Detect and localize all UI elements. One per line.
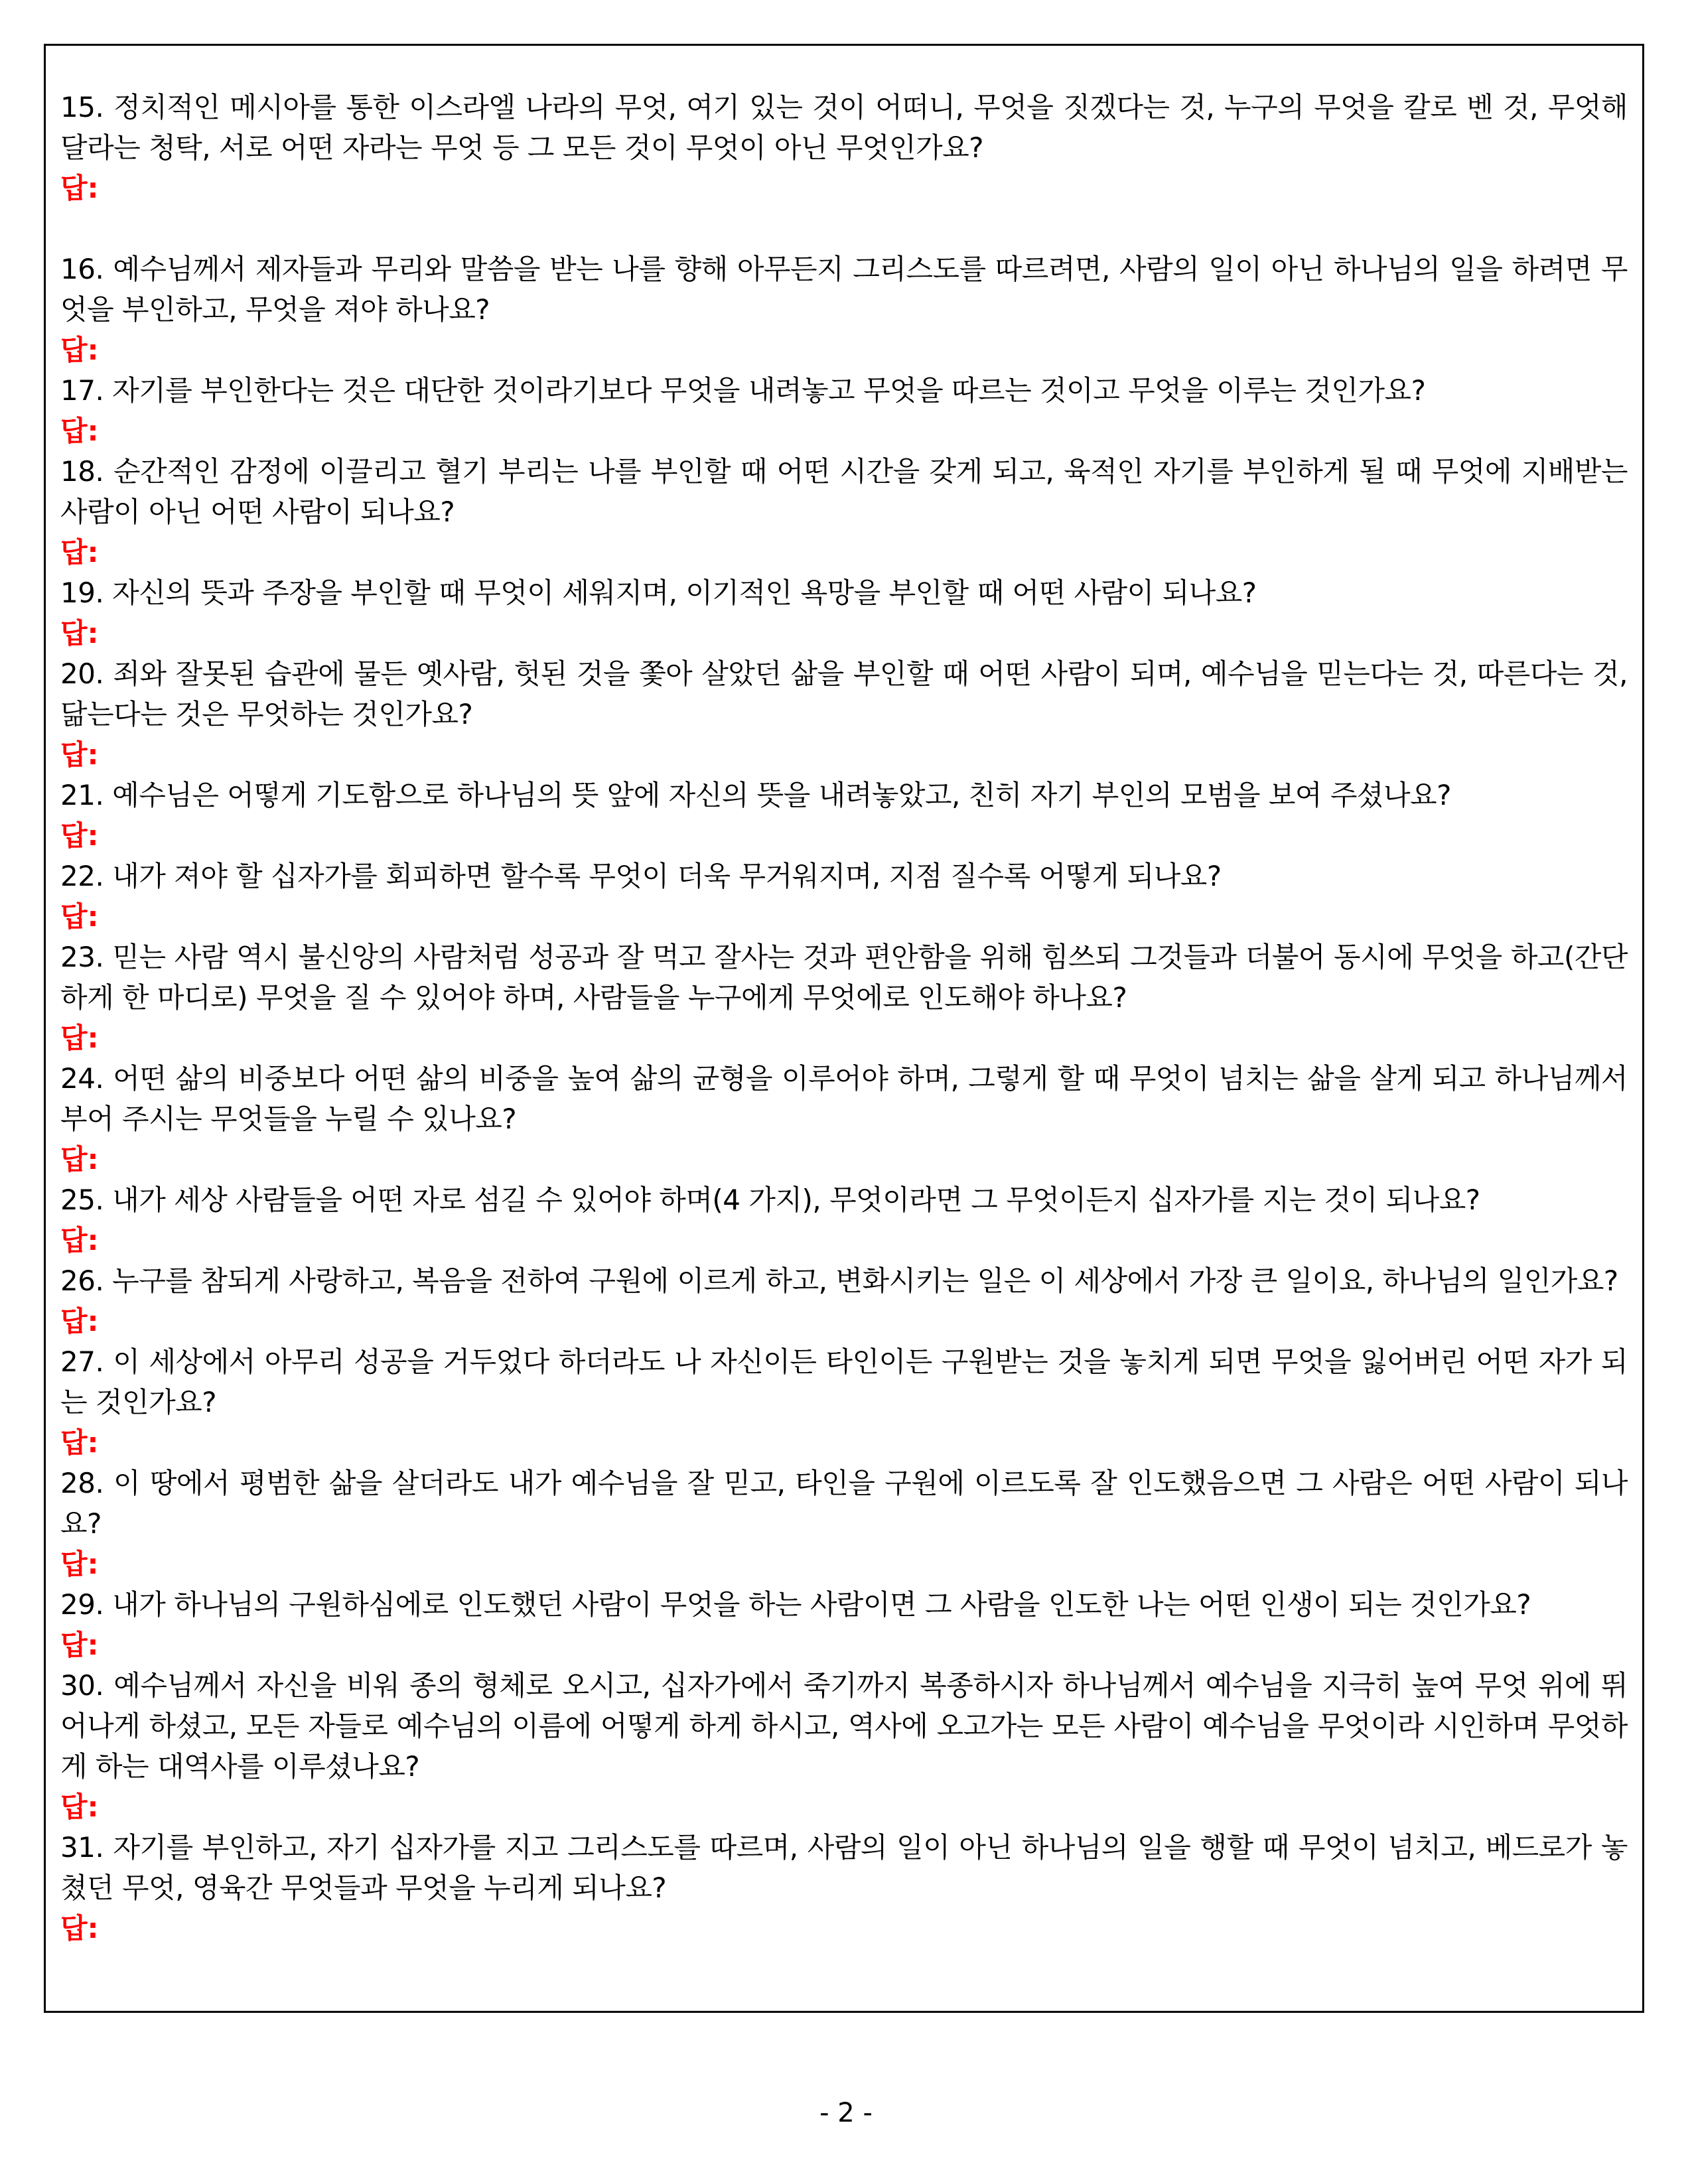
question-text: 30. 예수님께서 자신을 비워 종의 형체로 오시고, 십자가에서 죽기까지 복종하시자 하나님께서 예수님을 지극히 높여 무엇 위에 뛰어나게 하셨고, 모든 자들로 예수님의 이름에 어떻게 하게 하시고, 역사에 오고가는 모든 사람이 예수님을 무엇이라 시인하며 무엇하게 하는 대역사를 이루셨나요? (60, 1669, 1628, 1783)
question-item-20 (60, 653, 1628, 775)
question-text: 19. 자신의 뜻과 주장을 부인할 때 무엇이 세워지며, 이기적인 욕망을 부인할 때 어떤 사람이 되나요? (60, 577, 1257, 609)
answer-label: 답: (60, 819, 99, 852)
question-item-18 (60, 451, 1628, 573)
question-text: 27. 이 세상에서 아무리 성공을 거두었다 하더라도 나 자신이든 타인이든 구원받는 것을 놓치게 되면 무엇을 잃어버린 어떤 자가 되는 것인가요? (60, 1345, 1628, 1418)
question-text: 17. 자기를 부인한다는 것은 대단한 것이라기보다 무엇을 내려놓고 무엇을 따르는 것이고 무엇을 이루는 것인가요? (60, 374, 1426, 407)
question-item-30 (60, 1665, 1628, 1827)
answer-label: 답: (60, 415, 99, 447)
answer-label: 답: (60, 617, 99, 649)
question-item-28 (60, 1463, 1628, 1584)
answer-label: 답: (60, 172, 99, 204)
answer-label: 답: (60, 1426, 99, 1459)
question-text: 28. 이 땅에서 평범한 삶을 살더라도 내가 예수님을 잘 믿고, 타인을 구원에 이르도록 잘 인도했음으면 그 사람은 어떤 사람이 되나요? (60, 1467, 1628, 1540)
answer-label: 답: (60, 1305, 99, 1337)
answer-label: 답: (60, 1629, 99, 1661)
answer-label: 답: (60, 536, 99, 569)
question-text: 24. 어떤 삶의 비중보다 어떤 삶의 비중을 높여 삶의 균형을 이루어야 하며, 그렇게 할 때 무엇이 넘치는 삶을 살게 되고 하나님께서 부어 주시는 무엇들을 누릴 수 있나요? (60, 1062, 1628, 1135)
answer-label: 답: (60, 1143, 99, 1176)
question-text: 29. 내가 하나님의 구원하심에로 인도했던 사람이 무엇을 하는 사람이면 그 사람을 인도한 나는 어떤 인생이 되는 것인가요? (60, 1588, 1531, 1621)
answer-label: 답: (60, 1912, 99, 1945)
question-text: 16. 예수님께서 제자들과 무리와 말씀을 받는 나를 향해 아무든지 그리스도를 따르려면, 사람의 일이 아닌 하나님의 일을 하려면 무엇을 부인하고, 무엇을 져야 하나요? (60, 253, 1628, 326)
answer-label: 답: (60, 1224, 99, 1257)
question-text: 15. 정치적인 메시아를 통한 이스라엘 나라의 무엇, 여기 있는 것이 어떠니, 무엇을 짓겠다는 것, 누구의 무엇을 칼로 벤 것, 무엇해 달라는 청탁, 서로 어떤 자라는 무엇 등 그 모든 것이 무엇이 아닌 무엇인가요? (60, 91, 1628, 164)
question-item-22 (60, 856, 1628, 937)
question-text: 20. 죄와 잘못된 습관에 물든 옛사람, 헛된 것을 쫓아 살았던 삶을 부인할 때 어떤 사람이 되며, 예수님을 믿는다는 것, 따른다는 것, 닮는다는 것은 무엇하는 것인가요? (60, 657, 1628, 730)
question-text: 26. 누구를 참되게 사랑하고, 복음을 전하여 구원에 이르게 하고, 변화시키는 일은 이 세상에서 가장 큰 일이요, 하나님의 일인가요? (60, 1264, 1618, 1297)
page-number: - 2 - (819, 2098, 873, 2128)
question-box (44, 44, 1644, 2013)
question-text: 21. 예수님은 어떻게 기도함으로 하나님의 뜻 앞에 자신의 뜻을 내려놓았고, 친히 자기 부인의 모범을 보여 주셨나요? (60, 779, 1451, 811)
question-text: 18. 순간적인 감정에 이끌리고 혈기 부리는 나를 부인할 때 어떤 시간을 갖게 되고, 육적인 자기를 부인하게 될 때 무엇에 지배받는 사람이 아닌 어떤 사람이 되나요? (60, 455, 1628, 528)
answer-label: 답: (60, 1791, 99, 1823)
question-item-16 (60, 249, 1628, 370)
question-text: 22. 내가 져야 할 십자가를 회피하면 할수록 무엇이 더욱 무거워지며, 지점 질수록 어떻게 되나요? (60, 860, 1222, 892)
question-item-17 (60, 370, 1628, 451)
question-item-23 (60, 937, 1628, 1058)
question-item-21 (60, 775, 1628, 856)
question-text: 25. 내가 세상 사람들을 어떤 자로 섬길 수 있어야 하며(4 가지), 무엇이라면 그 무엇이든지 십자가를 지는 것이 되나요? (60, 1184, 1480, 1216)
question-item-15 (60, 87, 1628, 208)
answer-label: 답: (60, 334, 99, 366)
question-item-24 (60, 1058, 1628, 1180)
question-item-29 (60, 1584, 1628, 1665)
question-text: 23. 믿는 사람 역시 불신앙의 사람처럼 성공과 잘 먹고 잘사는 것과 편안함을 위해 힘쓰되 그것들과 더불어 동시에 무엇을 하고(간단하게 한 마디로) 무엇을 질 수 있어야 하며, 사람들을 누구에게 무엇에로 인도해야 하나요? (60, 941, 1628, 1014)
answer-label: 답: (60, 1548, 99, 1580)
answer-label: 답: (60, 900, 99, 933)
question-item-26 (60, 1261, 1628, 1341)
question-item-19 (60, 573, 1628, 653)
question-text: 31. 자기를 부인하고, 자기 십자가를 지고 그리스도를 따르며, 사람의 일이 아닌 하나님의 일을 행할 때 무엇이 넘치고, 베드로가 놓쳤던 무엇, 영육간 무엇들과 무엇을 누리게 되나요? (60, 1831, 1628, 1904)
question-item-25 (60, 1180, 1628, 1261)
answer-label: 답: (60, 1022, 99, 1054)
answer-label: 답: (60, 738, 99, 771)
question-item-27 (60, 1341, 1628, 1463)
question-item-31 (60, 1827, 1628, 1948)
